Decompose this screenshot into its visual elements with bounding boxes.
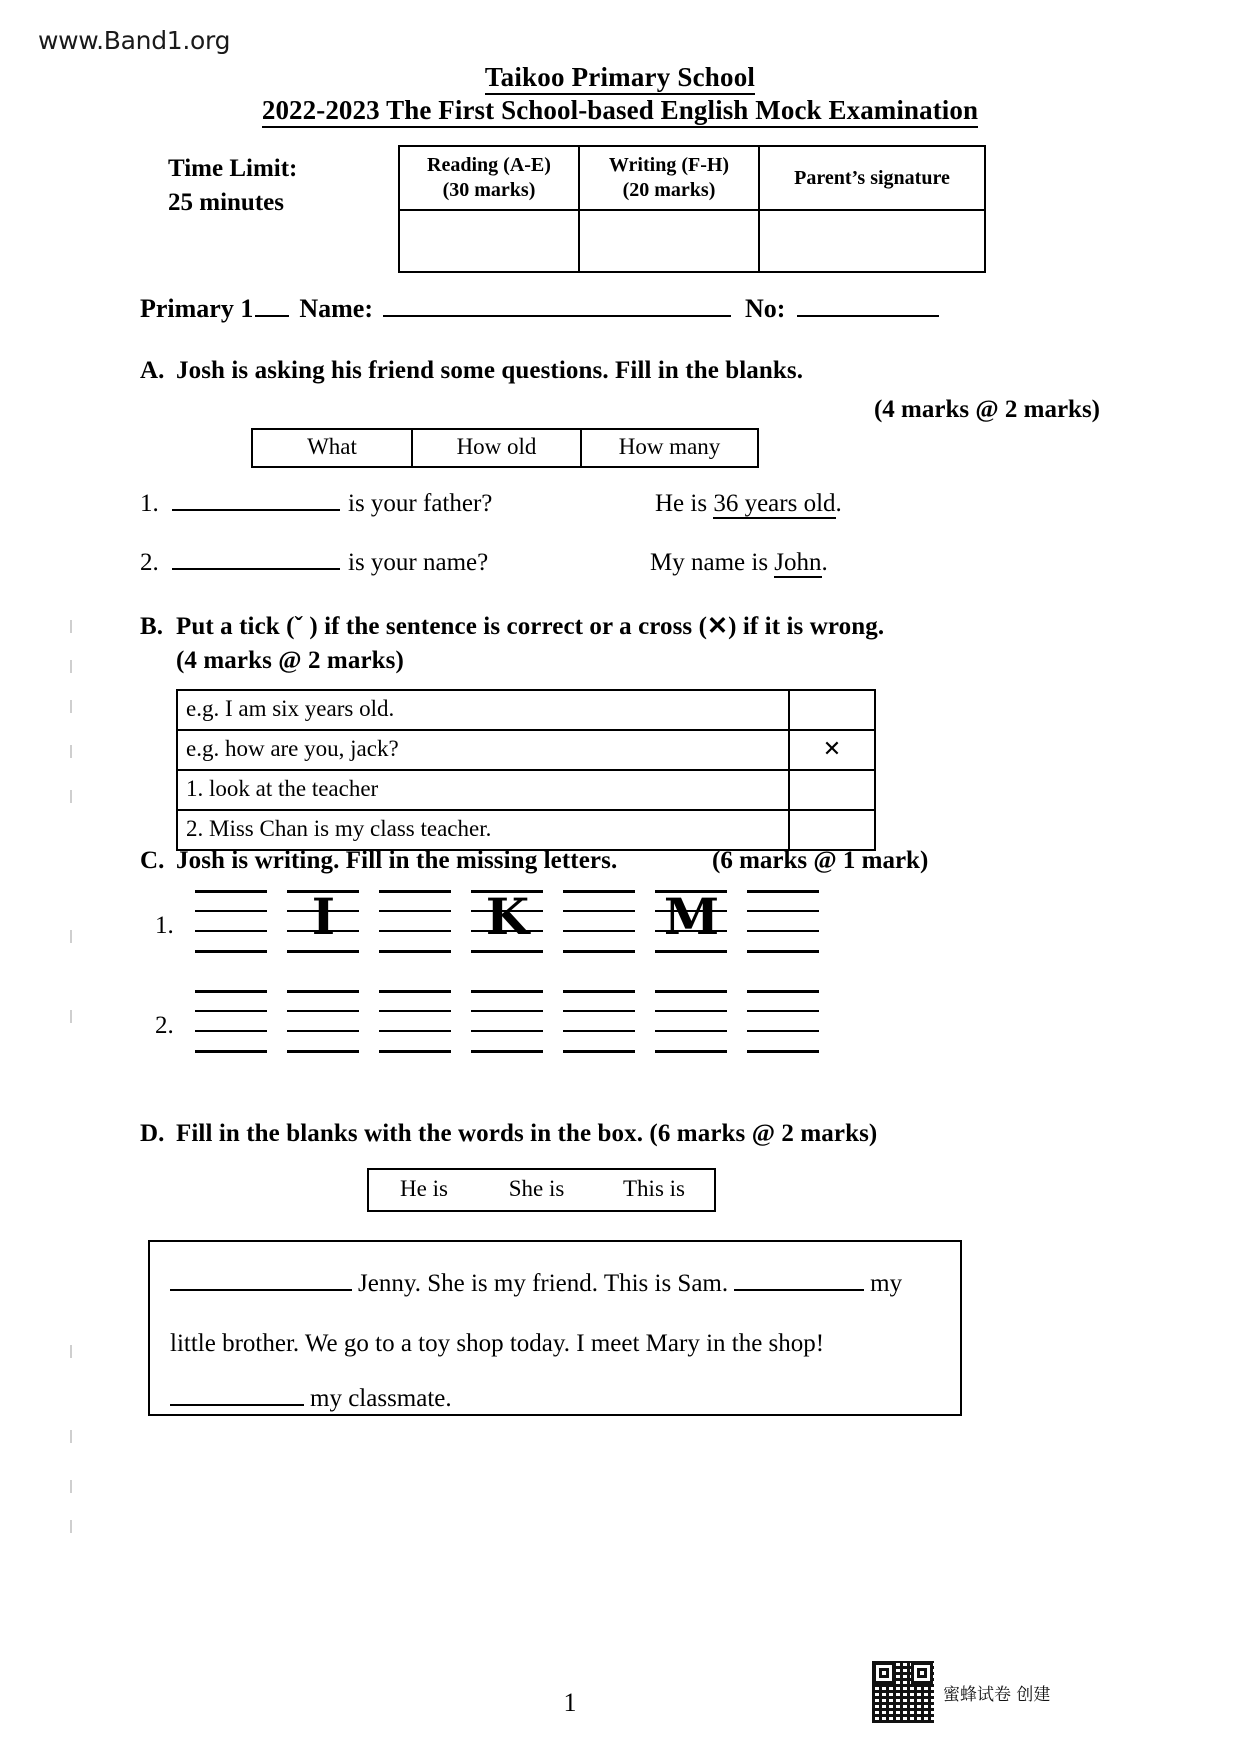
section-b-heading — [140, 610, 1120, 678]
section-d-word-box — [367, 1168, 716, 1212]
table-row — [177, 770, 875, 810]
word-option-he-is[interactable]: He is — [400, 1176, 448, 1201]
handwriting-cell[interactable] — [747, 990, 819, 1052]
section-d-blank-2[interactable] — [734, 1271, 864, 1291]
marks-col-reading — [399, 146, 579, 210]
section-d-heading — [140, 1120, 1140, 1148]
marks-col-reading-line2: (30 marks) — [442, 179, 536, 201]
section-d-paragraph-line-2: little brother. We go to a toy shop today. I meet Mary in the shop! — [170, 1330, 825, 1357]
section-d-line1-end: my — [870, 1270, 903, 1297]
table-row — [177, 810, 875, 850]
marks-col-writing — [579, 146, 759, 210]
name-field[interactable] — [383, 297, 731, 317]
word-option-she-is[interactable]: She is — [508, 1176, 565, 1201]
handwriting-cell[interactable] — [287, 990, 359, 1052]
section-b-mark-2[interactable] — [789, 810, 875, 850]
primary-label: Primary 1 — [140, 294, 254, 323]
no-label: No: — [744, 294, 786, 323]
handwriting-letter: K — [485, 887, 529, 946]
handwriting-row-1-cells — [195, 887, 819, 952]
handwriting-letter: M — [663, 887, 719, 946]
no-field[interactable] — [797, 297, 939, 317]
section-a-word-box — [251, 428, 759, 468]
scan-speckle — [70, 745, 72, 758]
time-limit-label: Time Limit: — [168, 155, 298, 182]
marks-entry-reading[interactable] — [399, 210, 579, 272]
marks-entry-writing[interactable] — [579, 210, 759, 272]
marks-entry-signature[interactable] — [759, 210, 985, 272]
section-b-sentence-eg1: e.g. I am six years old. — [177, 690, 789, 730]
school-title-text: Taikoo Primary School — [485, 62, 755, 95]
question-a-1-answer-post: . — [835, 490, 842, 517]
handwriting-row-1-number: 1. — [155, 912, 174, 939]
word-option-what[interactable]: What — [253, 430, 413, 466]
question-a-1 — [140, 490, 492, 518]
section-d-line3-text: my classmate. — [310, 1385, 452, 1412]
handwriting-cell[interactable] — [471, 990, 543, 1052]
scan-speckle — [70, 620, 72, 633]
question-a-2-tail: is your name? — [348, 549, 489, 576]
primary-class-field[interactable] — [255, 297, 289, 317]
handwriting-cell[interactable] — [379, 990, 451, 1052]
scan-speckle — [70, 1345, 72, 1358]
question-a-2-answer-pre: My name is — [650, 549, 775, 576]
scan-speckle — [70, 1430, 72, 1443]
section-b-sentence-1: 1. look at the teacher — [177, 770, 789, 810]
question-a-2-blank[interactable] — [172, 550, 340, 570]
question-a-2-number: 2. — [140, 549, 159, 576]
qr-code-icon[interactable] — [872, 1661, 934, 1723]
section-d-paragraph-line-1 — [170, 1270, 902, 1298]
scan-speckle — [70, 1520, 72, 1533]
handwriting-cell[interactable] — [471, 887, 543, 952]
marks-table-header-row — [399, 146, 985, 210]
time-limit-value: 25 minutes — [168, 188, 284, 216]
section-b-sentence-2: 2. Miss Chan is my class teacher. — [177, 810, 789, 850]
handwriting-row-2-cells — [195, 990, 819, 1052]
handwriting-cell[interactable] — [563, 890, 635, 952]
marks-table-entry-row — [399, 210, 985, 272]
name-label: Name: — [299, 294, 373, 323]
section-a-marks: (4 marks @ 2 marks) — [873, 396, 1100, 423]
time-limit — [168, 152, 297, 220]
handwriting-row-1 — [155, 887, 819, 952]
question-a-2-answer-post: . — [821, 549, 828, 576]
word-option-how-many[interactable]: How many — [618, 434, 721, 459]
section-d-instruction: Fill in the blanks with the words in the box. (6 marks @ 2 marks) — [176, 1120, 878, 1147]
word-option-how-old[interactable]: How old — [413, 430, 582, 466]
section-a-heading — [140, 357, 803, 385]
question-a-1-tail: is your father? — [348, 490, 493, 517]
question-a-2 — [140, 549, 488, 577]
handwriting-cell[interactable] — [655, 990, 727, 1052]
word-option-this-is[interactable]: This is — [623, 1176, 685, 1201]
page-number: 1 — [563, 1688, 577, 1717]
question-a-1-answer — [655, 490, 842, 518]
section-b-mark-eg1[interactable] — [789, 690, 875, 730]
handwriting-letter: I — [311, 887, 335, 946]
scan-speckle — [70, 930, 72, 943]
scan-speckle — [70, 1480, 72, 1493]
section-d-paragraph-box — [148, 1240, 962, 1416]
question-a-1-blank[interactable] — [172, 491, 340, 511]
section-a-letter: A. — [140, 357, 165, 384]
marks-col-signature-line1: Parent’s signature — [794, 166, 950, 189]
section-d-paragraph-line-3 — [170, 1385, 452, 1413]
section-b-mark-1[interactable] — [789, 770, 875, 810]
marks-col-reading-line1: Reading (A-E) — [427, 154, 551, 176]
site-watermark: www.Band1.org — [38, 26, 231, 55]
marks-col-writing-line2: (20 marks) — [622, 179, 716, 201]
section-b-sentence-eg2: e.g. how are you, jack? — [177, 730, 789, 770]
section-b-mark-eg2[interactable]: ✕ — [789, 730, 875, 770]
handwriting-cell[interactable] — [195, 990, 267, 1052]
section-d-line1-text: Jenny. She is my friend. This is Sam. — [358, 1270, 729, 1297]
scan-speckle — [70, 1010, 72, 1023]
handwriting-cell[interactable] — [379, 890, 451, 952]
section-b-instruction: Put a tick (ˇ ) if the sentence is correct or a cross (✕) if it is wrong. — [176, 613, 885, 640]
scan-speckle — [70, 700, 72, 713]
section-d-letter: D. — [140, 1120, 165, 1147]
exam-title-text: 2022-2023 The First School-based English Mock Examination — [262, 95, 978, 128]
handwriting-cell[interactable] — [563, 990, 635, 1052]
question-a-2-answer — [650, 549, 828, 577]
marks-table — [398, 145, 986, 273]
question-a-2-answer-key: John — [774, 549, 822, 576]
handwriting-cell[interactable] — [287, 887, 359, 952]
qr-footer — [872, 1661, 1050, 1723]
table-row — [177, 730, 875, 770]
table-row — [177, 690, 875, 730]
section-c-marks: (6 marks @ 1 mark) — [712, 847, 929, 874]
section-c-letter: C. — [140, 847, 165, 874]
identity-row — [140, 294, 1140, 324]
question-a-1-answer-pre: He is — [655, 490, 714, 517]
handwriting-cell[interactable] — [655, 887, 727, 952]
scan-speckle — [70, 660, 72, 673]
section-d-blank-3[interactable] — [170, 1386, 304, 1406]
handwriting-row-2-number: 2. — [155, 1012, 174, 1039]
scan-speckle — [70, 790, 72, 803]
question-a-1-answer-key: 36 years old — [713, 490, 836, 517]
marks-col-writing-line1: Writing (F-H) — [608, 154, 730, 176]
section-c-instruction: Josh is writing. Fill in the missing letters. — [176, 847, 618, 874]
section-d-blank-1[interactable] — [170, 1271, 352, 1291]
handwriting-cell[interactable] — [747, 890, 819, 952]
section-b-marks: (4 marks @ 2 marks) — [176, 646, 404, 674]
qr-label: 蜜蜂试卷 创建 — [943, 1684, 1051, 1705]
section-c-heading — [140, 847, 1120, 875]
section-a-instruction: Josh is asking his friend some questions. Fill in the blanks. — [176, 357, 804, 384]
exam-title — [0, 95, 1240, 126]
handwriting-row-2 — [155, 990, 819, 1052]
section-b-table — [176, 689, 876, 851]
handwriting-cell[interactable] — [195, 890, 267, 952]
section-b-letter: B. — [140, 613, 164, 640]
question-a-1-number: 1. — [140, 490, 159, 517]
marks-col-signature — [759, 146, 985, 210]
school-title — [0, 62, 1240, 93]
